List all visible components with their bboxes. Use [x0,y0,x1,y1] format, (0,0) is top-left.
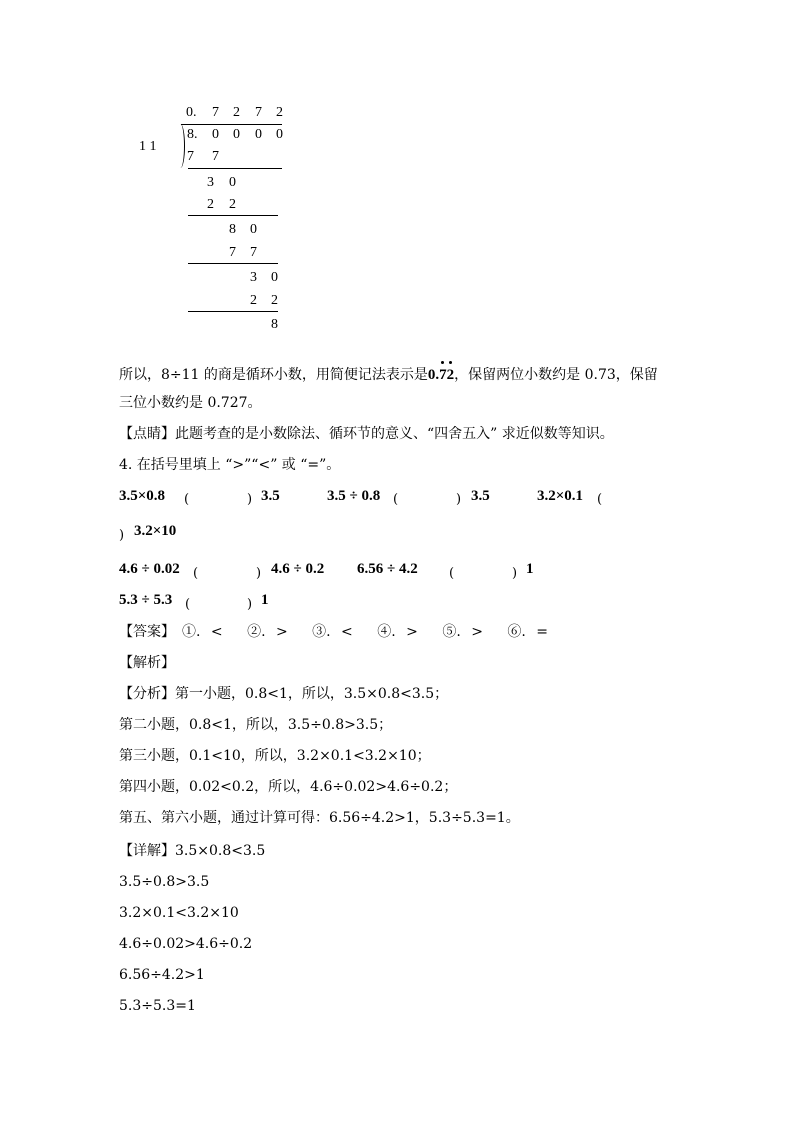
detail-line: 3.5÷0.8>3.5 [119,874,210,890]
paren: ( [185,597,191,612]
detail-line: 5.3÷5.3=1 [119,998,196,1014]
step-line [188,215,278,216]
detail-line: 6.56÷4.2>1 [119,967,205,983]
expr-left: 5.3 ÷ 5.3 [119,592,173,608]
quotient-digit: 7 [212,105,219,120]
step-digit: 8 [229,222,236,237]
division-bar [181,124,282,125]
step-digit: 7 [187,149,194,164]
divisor: 1 1 [139,139,157,154]
analysis-title: 【解析】 [119,655,175,671]
step-digit: 2 [229,197,236,212]
expr-right: 1 [261,592,269,608]
text: 7 [439,367,447,383]
step-digit: 7 [250,245,257,260]
question-title: 4. 在括号里填上 “>”“<” 或 “=”。 [119,457,341,473]
division-bracket [176,124,185,168]
step-digit: 7 [212,149,219,164]
expr-left: 3.5 ÷ 0.8 [327,488,381,504]
detail-line: 3.2×0.1<3.2×10 [119,905,239,921]
analysis-line: 第四小题，0.02<0.2，所以，4.6÷0.02>4.6÷0.2； [119,779,458,795]
expr-left: 4.6 ÷ 0.02 [119,561,180,577]
step-digit: 2 [250,293,257,308]
paren: ) [456,492,462,507]
paren: ) [247,492,253,507]
paren: ) [512,566,518,581]
text: 所以，8÷11 的商是循环小数，用简便记法表示是 [119,367,428,383]
step-digit: 0 [229,175,236,190]
expr-right: 3.2×10 [134,523,177,539]
step-digit: 3 [207,175,214,190]
paren: ( [597,492,603,507]
note: 【点睛】此题考查的是小数除法、循环节的意义、“四舍五入” 求近似数等知识。 [119,426,614,442]
expr-right: 3.5 [261,488,280,504]
text: 0. [427,367,440,383]
analysis-line: 第二小题，0.8<1，所以，3.5÷0.8>3.5； [119,717,393,733]
step-digit: 2 [207,197,214,212]
expr-left: 3.5×0.8 [119,488,166,504]
analysis-line: 【分析】第一小题，0.8<1，所以，3.5×0.8<3.5； [119,686,449,702]
detail-line: 4.6÷0.02>4.6÷0.2 [119,936,253,952]
expr-right: 3.5 [471,488,490,504]
dividend-digit: 0 [212,127,219,142]
answer: 【答案】 ①. < ②. > ③. < ④. > ⑤. > ⑥. = [119,624,549,640]
dividend-digit: 0 [255,127,262,142]
dividend-digit: 0 [276,127,283,142]
step-line [188,168,282,169]
step-digit: 3 [250,270,257,285]
expr-left: 3.2×0.1 [537,488,584,504]
paren: ) [247,597,253,612]
dotted-digit [439,366,447,384]
paren: ( [184,492,190,507]
analysis-line: 第五、第六小题，通过计算可得：6.56÷4.2>1，5.3÷5.3=1。 [119,810,520,826]
text: ，保留两位小数约是 0.73，保留 [454,367,658,383]
paren: ) [119,528,125,543]
dotted-digit [447,366,455,384]
step-line [188,311,278,312]
paren: ) [256,566,262,581]
expr-right: 1 [526,561,534,577]
step-digit: 2 [271,293,278,308]
expr-left: 6.56 ÷ 4.2 [357,561,418,577]
conclusion-line2: 三位小数约是 0.727。 [119,395,262,411]
quotient-digit: 2 [276,105,283,120]
repeating-decimal [428,367,454,383]
paren: ( [393,492,399,507]
conclusion-line [119,366,658,384]
remainder: 8 [271,317,278,332]
step-digit: 7 [229,245,236,260]
step-digit: 0 [250,222,257,237]
detail-line: 【详解】3.5×0.8<3.5 [119,843,266,859]
dividend-digit: 0 [233,127,240,142]
quotient-digit: 0. [186,105,197,120]
step-digit: 0 [271,270,278,285]
text: 2 [446,367,455,383]
analysis-line: 第三小题，0.1<10，所以，3.2×0.1<3.2×10； [119,748,431,764]
dividend-digit: 8. [187,127,198,142]
quotient-digit: 2 [233,105,240,120]
quotient-digit: 7 [255,105,262,120]
step-line [188,263,278,264]
paren: ( [449,566,455,581]
paren: ( [193,566,199,581]
expr-right: 4.6 ÷ 0.2 [271,561,325,577]
